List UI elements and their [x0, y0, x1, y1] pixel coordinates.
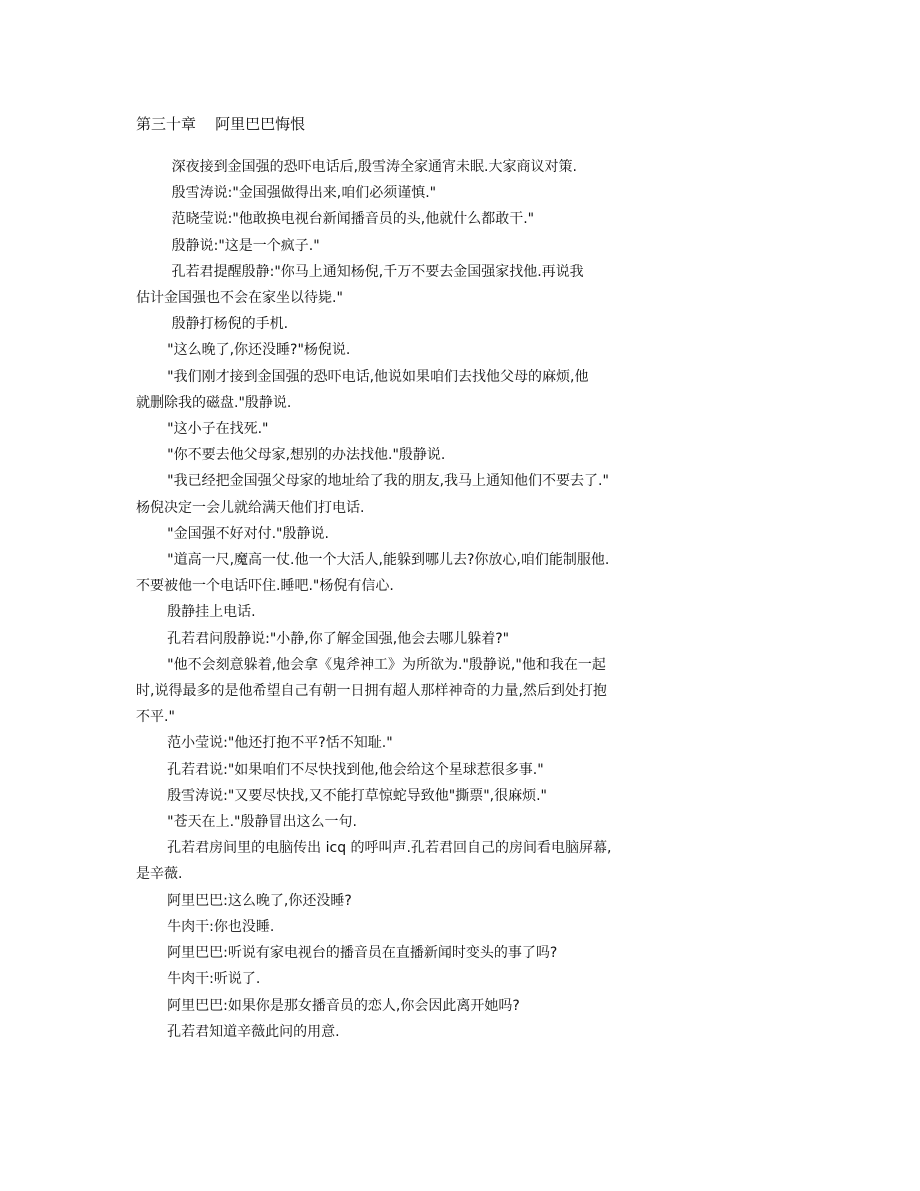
text-line: 孔若君提醒殷静:"你马上通知杨倪,千万不要去金国强家找他.再说我 [136, 263, 584, 280]
text-line: "苍天在上."殷静冒出这么一句. [136, 814, 357, 831]
text-line: 牛肉干:你也没睡. [136, 918, 275, 935]
text-line: 不要被他一个电话吓住.睡吧."杨倪有信心. [136, 578, 394, 595]
text-line: 时,说得最多的是他希望自己有朝一日拥有超人那样神奇的力量,然后到处打抱 [136, 683, 607, 700]
text-line: "我已经把金国强父母家的地址给了我的朋友,我马上通知他们不要去了." [136, 473, 609, 490]
text-line: 殷静打杨倪的手机. [136, 316, 289, 333]
text-line: 阿里巴巴:这么晚了,你还没睡? [136, 892, 352, 909]
text-line: "道高一尺,魔高一仗.他一个大活人,能躲到哪儿去?你放心,咱们能制服他. [136, 552, 610, 569]
text-line: 孔若君说:"如果咱们不尽快找到他,他会给这个星球惹很多事." [136, 761, 544, 778]
text-line: 孔若君知道辛薇此问的用意. [136, 1023, 340, 1040]
text-line: 估计金国强也不会在家坐以待毙." [136, 290, 343, 307]
text-line: 阿里巴巴:听说有家电视台的播音员在直播新闻时变头的事了吗? [136, 945, 558, 962]
text-line: 孔若君问殷静说:"小静,你了解金国强,他会去哪儿躲着?" [136, 630, 510, 647]
text-line: "金国强不好对付."殷静说. [136, 525, 329, 542]
text-line: 就删除我的磁盘."殷静说. [136, 394, 292, 411]
text-line: 殷静挂上电话. [136, 604, 256, 621]
text-line: "我们刚才接到金国强的恐吓电话,他说如果咱们去找他父母的麻烦,他 [136, 368, 589, 385]
text-line: 不平." [136, 709, 175, 726]
text-line: 牛肉干:听说了. [136, 971, 261, 988]
text-line: 孔若君房间里的电脑传出 icq 的呼叫声.孔若君回自己的房间看电脑屏幕, [136, 840, 612, 857]
text-line: 杨倪决定一会儿就给满天他们打电话. [136, 499, 365, 516]
text-line: 殷静说:"这是一个疯子." [136, 237, 320, 254]
text-line: 是辛薇. [136, 866, 183, 883]
text-line: 阿里巴巴:如果你是那女播音员的恋人,你会因此离开她吗? [136, 997, 520, 1014]
text-line: 殷雪涛说:"又要尽快找,又不能打草惊蛇导致他"撕票",很麻烦." [136, 787, 547, 804]
text-line: "这么晚了,你还没睡?"杨倪说. [136, 342, 351, 359]
text-line: 殷雪涛说:"金国强做得出来,咱们必须谨慎." [136, 185, 437, 202]
text-line: 范小莹说:"他还打抱不平?恬不知耻." [136, 735, 393, 752]
chapter-body [136, 154, 696, 1045]
text-line: 范晓莹说:"他敢换电视台新闻播音员的头,他就什么都敢干." [136, 211, 535, 228]
text-line: "他不会刻意躲着,他会拿《鬼斧神工》为所欲为."殷静说,"他和我在一起 [136, 656, 606, 673]
text-line: 深夜接到金国强的恐吓电话后,殷雪涛全家通宵未眠.大家商议对策. [136, 159, 577, 175]
text-line: "你不要去他父母家,想别的办法找他."殷静说. [136, 447, 446, 464]
text-line: "这小子在找死." [136, 421, 269, 438]
chapter-title: 第三十章 阿里巴巴悔恨 [136, 115, 306, 133]
